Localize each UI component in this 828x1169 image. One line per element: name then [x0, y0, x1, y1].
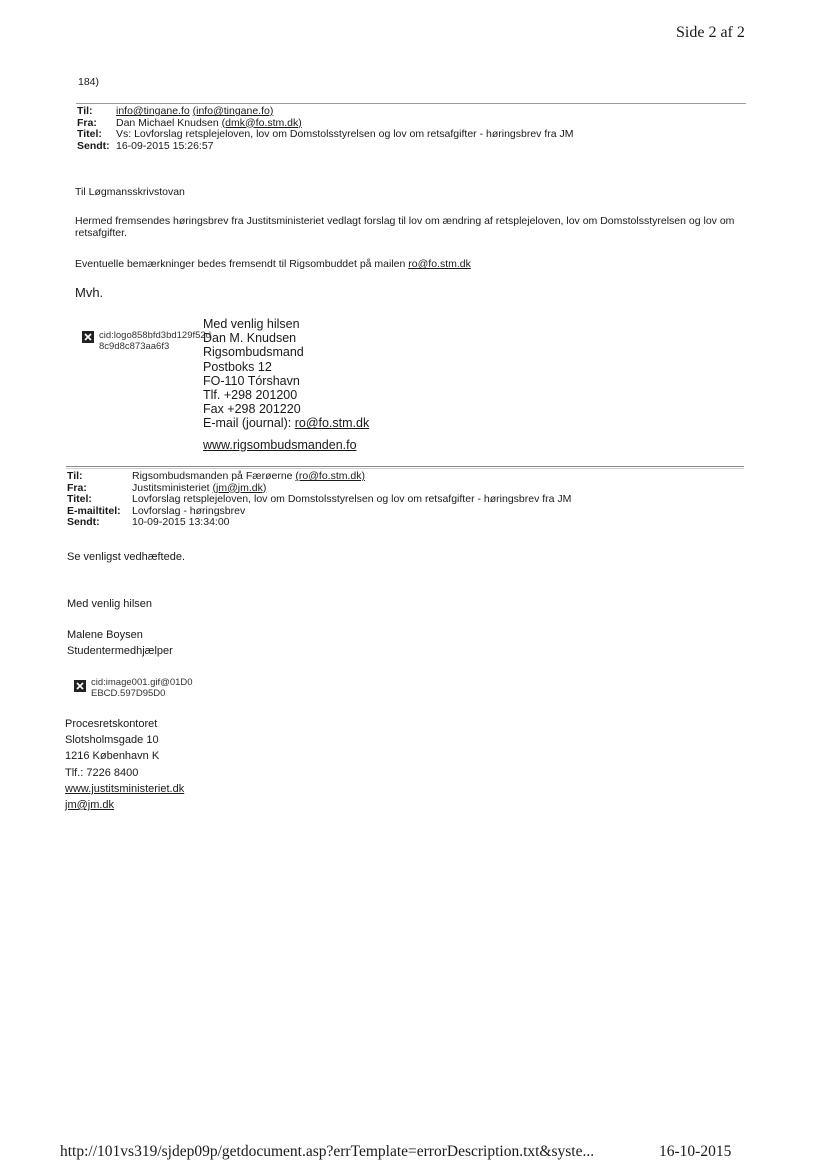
- signature-title: Rigsombudsmand: [203, 345, 304, 360]
- office-city: 1216 København K: [65, 750, 160, 763]
- body-text: Se venligst vedhæftede.: [67, 551, 186, 563]
- signature-name: Dan M. Knudsen: [203, 331, 297, 346]
- broken-image-icon: [74, 680, 86, 692]
- sender-role: Studentermedhjælper: [67, 645, 173, 658]
- sent-label: Sendt:: [67, 516, 100, 528]
- office-website-link[interactable]: www.justitsministeriet.dk: [65, 782, 185, 795]
- office-address: [65, 716, 184, 813]
- reference-number: 184): [78, 76, 100, 88]
- signature-pobox: Postboks 12: [203, 359, 272, 374]
- mailtitle-label: E-mailtitel:: [67, 504, 121, 517]
- body-paragraph: Hermed fremsendes høringsbrev fra Justitsministeriet vedlagt forslag til lov om ændring af retsplejeloven, lov om Domstolsstyrelsen og lov om retsafgifter.: [75, 215, 735, 239]
- sent-label: Sendt:: [77, 139, 110, 152]
- remarks-paragraph: [75, 258, 471, 270]
- page-number: Side 2 af 2: [676, 24, 745, 41]
- sender-block: [67, 627, 173, 659]
- sender-name: Malene Boysen: [67, 629, 143, 641]
- signature-email-label: E-mail (journal):: [203, 416, 292, 431]
- signature-email-line: [203, 416, 369, 430]
- sent-timestamp: 10-09-2015 13:34:00: [132, 516, 230, 528]
- from-label: Fra:: [67, 481, 87, 494]
- signature-phone: Tlf. +298 201200: [203, 388, 298, 403]
- footer-date: 16-10-2015: [659, 1143, 732, 1160]
- from-sender: Justitsministeriet: [132, 481, 210, 494]
- subject-text: Vs: Lovforslag retsplejeloven, lov om Domstolsstyrelsen og lov om retsafgifter - høringsbrev fra JM: [116, 128, 574, 140]
- office-name: Procesretskontoret: [65, 718, 158, 730]
- to-label: Til:: [77, 105, 93, 117]
- greeting: Til Løgmansskrivstovan: [75, 186, 185, 198]
- office-email-link[interactable]: jm@jm.dk: [65, 799, 115, 812]
- image-caption: cid:image001.gif@01D0EBCD.597D95D0: [91, 677, 193, 699]
- office-phone: Tlf.: 7226 8400: [65, 766, 139, 779]
- closing: Mvh.: [75, 285, 104, 300]
- signature-city: FO-110 Tórshavn: [203, 373, 300, 388]
- to-address-link[interactable]: (ro@fo.stm.dk): [295, 470, 366, 482]
- to-address-link[interactable]: (info@tingane.fo): [192, 105, 274, 117]
- signature-fax: Fax +298 201220: [203, 402, 301, 417]
- subject-text: Lovforslag retsplejeloven, lov om Domstolsstyrelsen og lov om retsafgifter - høringsbrev fra JM: [132, 493, 572, 505]
- office-street: Slotsholmsgade 10: [65, 734, 159, 747]
- email-header-2: [67, 471, 571, 529]
- signature-email-link[interactable]: ro@fo.stm.dk: [294, 416, 370, 431]
- sent-timestamp: 16-09-2015 15:26:57: [116, 139, 214, 152]
- from-label: Fra:: [77, 116, 97, 129]
- broken-image-icon: [82, 331, 94, 343]
- subject-label: Titel:: [67, 493, 92, 505]
- to-recipient-link[interactable]: info@tingane.fo: [116, 105, 190, 117]
- from-address-link[interactable]: (dmk@fo.stm.dk): [221, 116, 302, 129]
- signature-greeting: Med venlig hilsen: [203, 317, 300, 331]
- mailtitle-text: Lovforslag - høringsbrev: [132, 504, 246, 517]
- logo-image-placeholder: [82, 331, 211, 352]
- from-address-link[interactable]: (jm@jm.dk): [212, 481, 267, 494]
- footer-url: http://101vs319/sjdep09p/getdocument.asp?errTemplate=errorDescription.txt&syste...: [60, 1143, 595, 1160]
- signature-image-placeholder: [74, 678, 195, 699]
- email-header-1: [77, 106, 574, 152]
- logo-caption: cid:logo858bfd3bd129f52d8c9d8c873aa6f3: [99, 330, 211, 352]
- remarks-email-link[interactable]: ro@fo.stm.dk: [408, 258, 471, 270]
- closing-greeting: Med venlig hilsen: [67, 598, 152, 610]
- from-sender: Dan Michael Knudsen: [116, 116, 219, 129]
- remarks-text: Eventuelle bemærkninger bedes fremsendt til Rigsombuddet på mailen: [75, 258, 406, 270]
- to-label: Til:: [67, 470, 83, 482]
- header-divider: [66, 466, 744, 467]
- signature-website-link[interactable]: www.rigsombudsmanden.fo: [203, 437, 357, 452]
- to-recipient: Rigsombudsmanden på Færøerne: [132, 470, 293, 482]
- header-divider: [76, 103, 746, 104]
- subject-label: Titel:: [77, 128, 102, 140]
- signature-block: [203, 317, 369, 452]
